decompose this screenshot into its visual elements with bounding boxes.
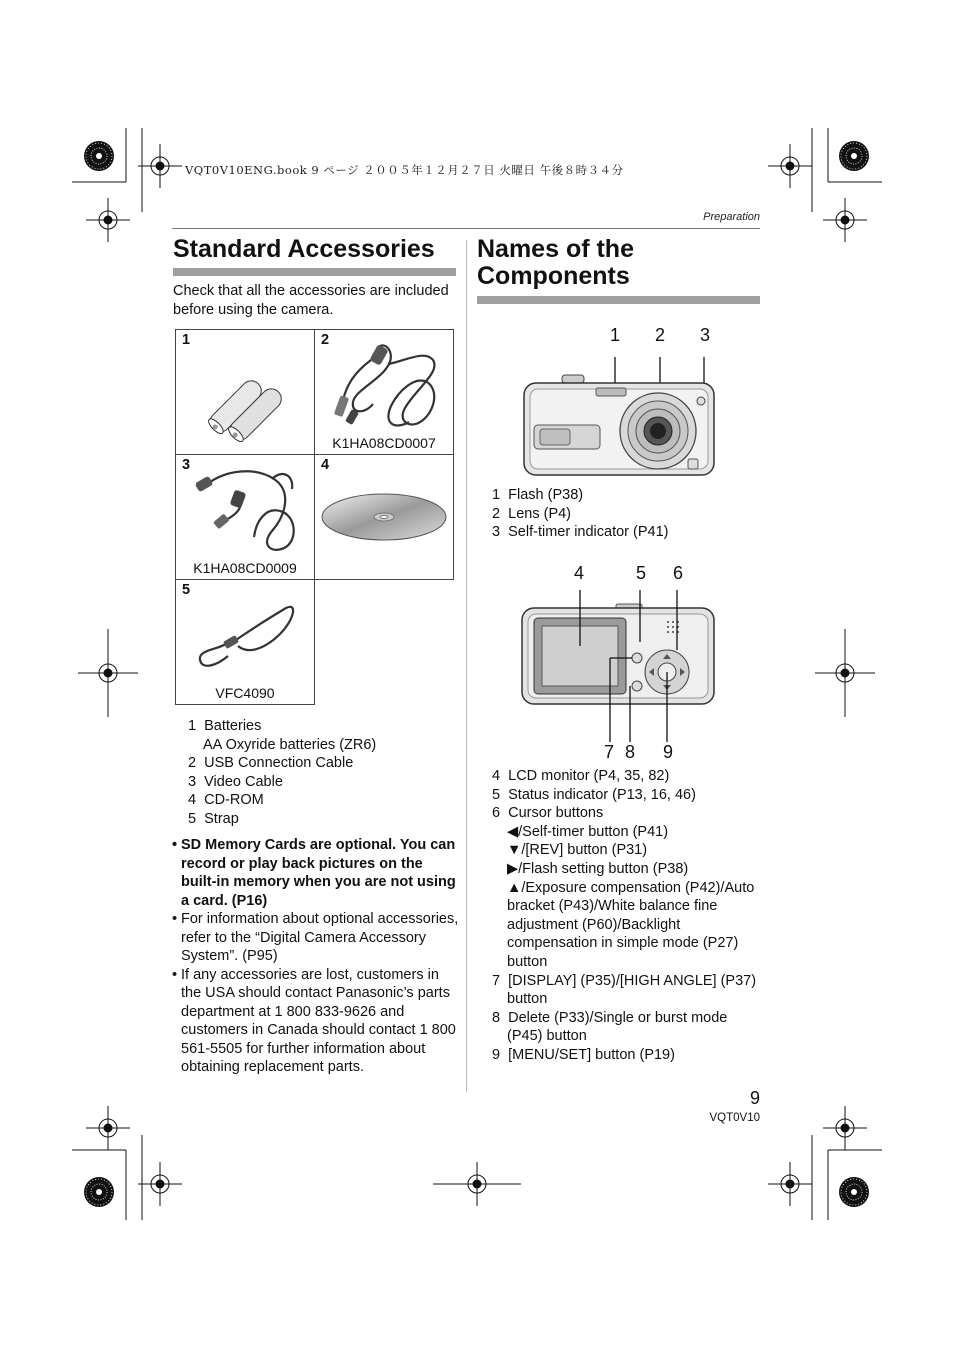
list-item xyxy=(484,486,759,505)
list-item xyxy=(484,1009,759,1046)
title-bar-left xyxy=(173,268,456,276)
cell-number: 5 xyxy=(182,582,191,598)
cell-number: 4 xyxy=(321,457,330,473)
callout-number: 3 xyxy=(700,325,711,345)
item-label: Flash (P38) xyxy=(508,487,584,503)
item-number: 4 xyxy=(188,792,197,809)
note-item: • For information about optional accessories, refer to the “Digital Camera Accessory System”. (P95) xyxy=(173,910,461,966)
page-number: 9 xyxy=(749,1088,760,1108)
accessories-table xyxy=(175,329,454,705)
batteries-icon xyxy=(176,330,315,455)
list-item xyxy=(180,810,470,829)
back-components-list xyxy=(484,767,759,1065)
title-line-2: Components xyxy=(477,262,630,290)
list-item xyxy=(484,972,759,1009)
list-item xyxy=(180,773,470,792)
item-number: 5 xyxy=(492,786,501,803)
item-label: [DISPLAY] (P35)/[HIGH ANGLE] (P37) button xyxy=(507,972,757,1008)
item-number: 2 xyxy=(188,755,197,772)
names-of-components-title xyxy=(477,236,634,290)
cell-number: 3 xyxy=(182,457,191,473)
list-item xyxy=(484,523,759,542)
list-item xyxy=(484,1046,759,1065)
accessory-cell-cd-rom xyxy=(315,455,454,580)
item-label: CD-ROM xyxy=(204,792,264,809)
section-label: Preparation xyxy=(703,211,760,223)
item-label: Cursor buttons xyxy=(508,805,604,822)
item-number: 3 xyxy=(188,773,197,790)
printer-line: VQT0V10ENG.book 9 ページ ２００５年１２月２７日 火曜日 午後８時３４分 xyxy=(185,163,624,177)
item-sub: ▶/Flash setting button (P38) xyxy=(507,860,689,877)
accessory-cell-strap xyxy=(176,580,315,705)
callout-number: 9 xyxy=(663,742,674,762)
item-label: Lens (P4) xyxy=(508,505,572,522)
standard-accessories-title: Standard Accessories xyxy=(173,235,435,263)
cell-number: 2 xyxy=(321,332,330,348)
front-components-list xyxy=(484,486,759,542)
note-item: • If any accessories are lost, customers in the USA should contact Panasonic’s parts department at 1 800 833-9626 and customers in Canada should contact 1 800 561-5505 for further information about obtaining replacement parts. xyxy=(173,966,461,1077)
item-number: 7 xyxy=(492,972,501,989)
cell-number: 1 xyxy=(182,332,191,348)
item-number: 6 xyxy=(492,805,501,822)
item-label: LCD monitor (P4, 35, 82) xyxy=(508,768,670,784)
item-number: 1 xyxy=(492,487,501,503)
item-sub: ▼/[REV] button (P31) xyxy=(507,842,648,859)
callout-number: 1 xyxy=(610,325,621,345)
item-number: 8 xyxy=(492,1009,501,1026)
title-line-1: Names of the xyxy=(477,235,634,263)
callout-number: 8 xyxy=(625,742,636,762)
item-number: 1 xyxy=(188,718,197,734)
empty-cell xyxy=(315,580,454,705)
item-label: Delete (P33)/Single or burst mode (P45) button xyxy=(507,1009,728,1045)
document-code: VQT0V10 xyxy=(709,1112,760,1124)
list-item xyxy=(484,505,759,524)
list-item xyxy=(180,754,470,773)
note-item: • SD Memory Cards are optional. You can record or play back pictures on the built-in memory when you are not using a card. (P16) xyxy=(173,836,461,910)
item-label: Self-timer indicator (P41) xyxy=(508,524,669,541)
part-code: VFC4090 xyxy=(215,685,275,701)
callout-number: 6 xyxy=(673,563,684,583)
camera-front-illustration xyxy=(518,345,718,480)
camera-back-illustration xyxy=(518,582,718,742)
list-item xyxy=(484,786,759,805)
header-rule xyxy=(172,228,760,229)
title-bar-right xyxy=(477,296,760,304)
item-sub: AA Oxyride batteries (ZR6) xyxy=(203,736,377,753)
item-label: Status indicator (P13, 16, 46) xyxy=(508,786,696,803)
item-number: 2 xyxy=(492,505,501,522)
item-number: 4 xyxy=(492,768,501,784)
column-divider xyxy=(466,240,467,1092)
intro-text: Check that all the accessories are included before using the camera. xyxy=(173,283,449,318)
callout-number: 5 xyxy=(636,563,647,583)
item-label: Video Cable xyxy=(204,773,283,790)
callout-number: 2 xyxy=(655,325,666,345)
list-item xyxy=(180,791,470,810)
item-number: 5 xyxy=(188,810,197,827)
accessory-cell-usb-cable xyxy=(315,330,454,455)
cd-rom-icon xyxy=(315,455,454,580)
item-label: Batteries xyxy=(204,718,262,734)
list-item xyxy=(180,717,470,754)
item-label: Strap xyxy=(204,810,239,827)
callout-number: 7 xyxy=(604,742,615,762)
accessory-list xyxy=(180,717,470,829)
item-sub: ◀/Self-timer button (P41) xyxy=(507,823,669,840)
list-item xyxy=(484,767,759,786)
accessory-cell-video-cable xyxy=(176,455,315,580)
part-code: K1HA08CD0009 xyxy=(193,560,297,576)
item-label: USB Connection Cable xyxy=(204,755,354,772)
accessory-cell-batteries xyxy=(176,330,315,455)
item-number: 3 xyxy=(492,524,501,541)
item-label: [MENU/SET] button (P19) xyxy=(508,1046,675,1063)
item-sub: ▲/Exposure compensation (P42)/Auto bracket (P43)/White balance fine adjustment (P60)/Backlight compensation in simple mode (P27) button xyxy=(507,879,755,970)
notes-list xyxy=(173,836,461,1077)
part-code: K1HA08CD0007 xyxy=(332,435,436,451)
item-number: 9 xyxy=(492,1046,501,1063)
callout-number: 4 xyxy=(574,563,585,583)
list-item xyxy=(484,804,759,971)
